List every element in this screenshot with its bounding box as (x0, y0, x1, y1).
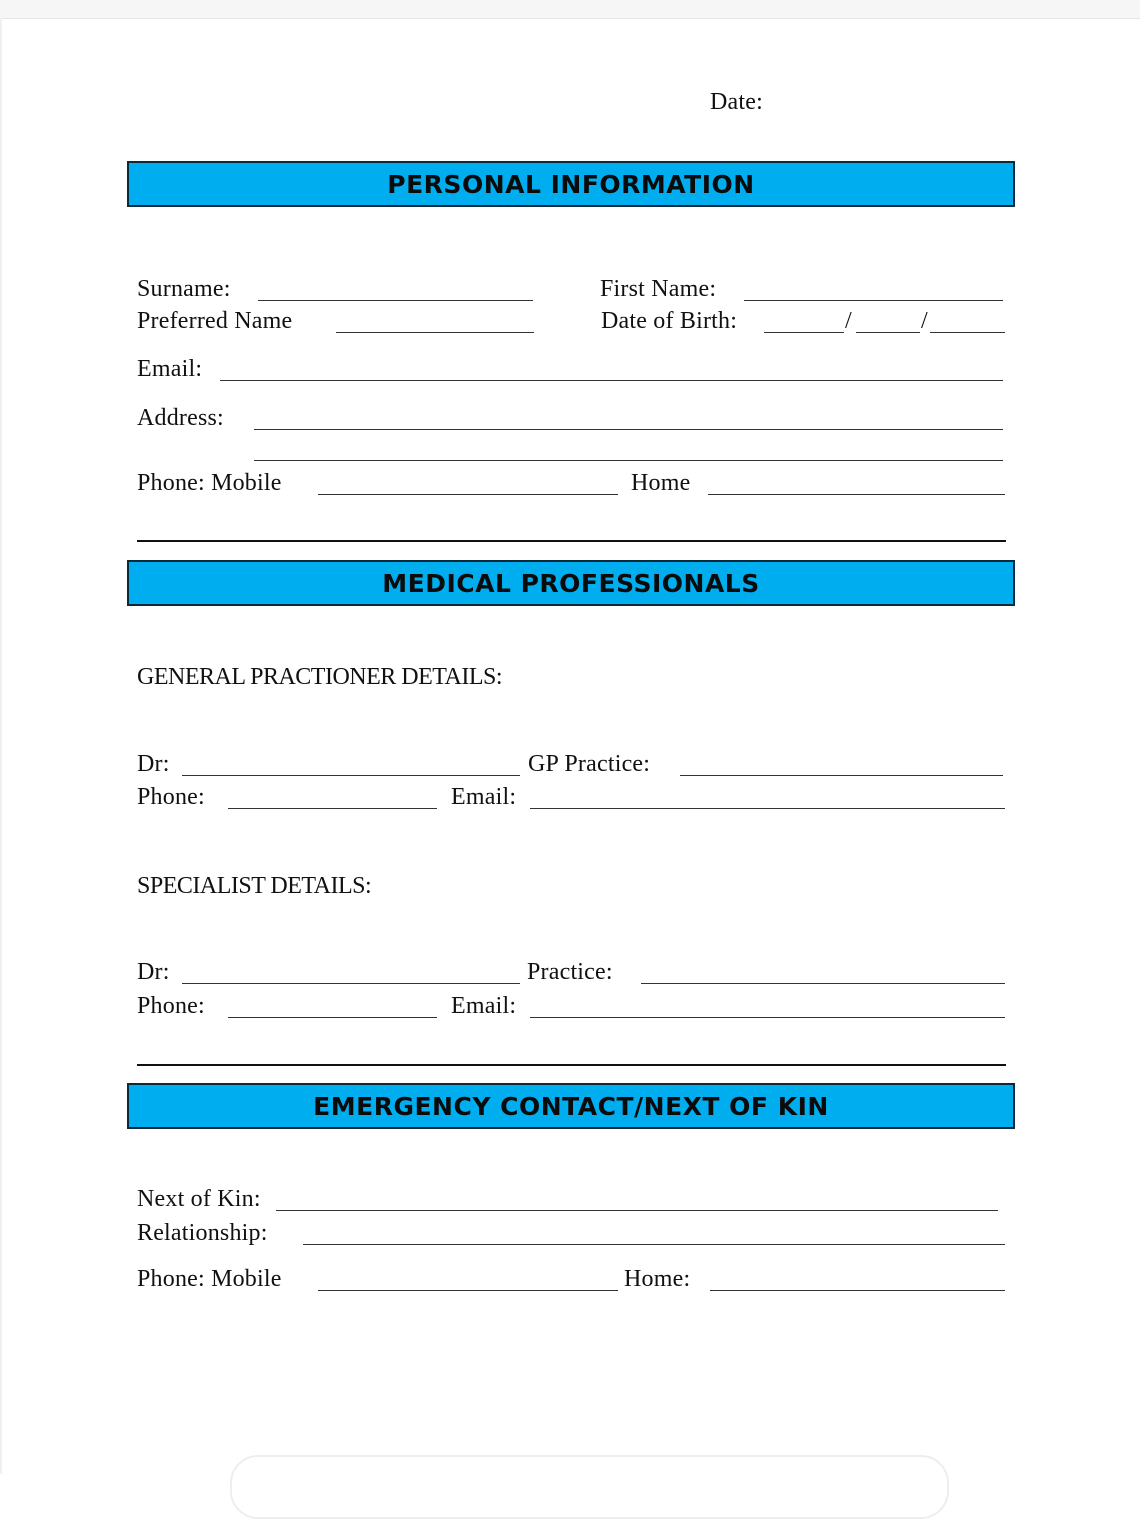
relationship-field[interactable] (303, 1244, 1005, 1245)
dob-label: Date of Birth: (601, 308, 738, 334)
preferred-name-field[interactable] (336, 332, 534, 333)
specialist-details-heading: SPECIALIST DETAILS: (137, 873, 372, 899)
specialist-email-label: Email: (451, 993, 517, 1019)
emergency-phone-mobile-label: Phone: Mobile (137, 1266, 282, 1292)
phone-mobile-label: Phone: Mobile (137, 470, 282, 496)
dob-separator: / (845, 308, 852, 334)
specialist-phone-label: Phone: (137, 993, 205, 1019)
section-divider (137, 1064, 1006, 1066)
dob-month-field[interactable] (856, 332, 920, 333)
emergency-phone-mobile-field[interactable] (318, 1290, 618, 1291)
section-divider (137, 540, 1006, 542)
gp-phone-field[interactable] (228, 808, 437, 809)
address-field-line2[interactable] (254, 460, 1003, 461)
email-field[interactable] (220, 380, 1003, 381)
next-of-kin-field[interactable] (276, 1210, 998, 1211)
address-label: Address: (137, 405, 224, 431)
emergency-home-label: Home: (624, 1266, 691, 1292)
date-label: Date: (710, 89, 763, 115)
specialist-dr-label: Dr: (137, 959, 170, 985)
gp-email-label: Email: (451, 784, 517, 810)
gp-practice-field[interactable] (680, 775, 1003, 776)
gp-dr-field[interactable] (182, 775, 520, 776)
first-name-field[interactable] (744, 300, 1003, 301)
gp-practice-label: GP Practice: (528, 751, 651, 777)
first-name-label: First Name: (600, 276, 717, 302)
page-edge (0, 18, 2, 1474)
specialist-practice-field[interactable] (641, 983, 1005, 984)
surname-field[interactable] (258, 300, 533, 301)
relationship-label: Relationship: (137, 1220, 268, 1246)
emergency-home-field[interactable] (710, 1290, 1005, 1291)
next-of-kin-label: Next of Kin: (137, 1186, 261, 1212)
medical-professionals-header: MEDICAL PROFESSIONALS (127, 560, 1015, 606)
preferred-name-label: Preferred Name (137, 308, 293, 334)
home-phone-label: Home (631, 470, 691, 496)
home-phone-field[interactable] (708, 494, 1005, 495)
surname-label: Surname: (137, 276, 231, 302)
dob-day-field[interactable] (764, 332, 844, 333)
email-label: Email: (137, 356, 203, 382)
personal-information-header: PERSONAL INFORMATION (127, 161, 1015, 207)
gp-details-heading: GENERAL PRACTIONER DETAILS: (137, 664, 503, 690)
specialist-email-field[interactable] (530, 1017, 1005, 1018)
emergency-contact-header: EMERGENCY CONTACT/NEXT OF KIN (127, 1083, 1015, 1129)
gp-phone-label: Phone: (137, 784, 205, 810)
viewer-top-bar (0, 0, 1140, 19)
viewer-bottom-toolbar (230, 1455, 949, 1519)
specialist-dr-field[interactable] (182, 983, 520, 984)
dob-separator: / (921, 308, 928, 334)
gp-dr-label: Dr: (137, 751, 170, 777)
address-field-line1[interactable] (254, 429, 1003, 430)
phone-mobile-field[interactable] (318, 494, 618, 495)
dob-year-field[interactable] (930, 332, 1005, 333)
specialist-practice-label: Practice: (527, 959, 613, 985)
specialist-phone-field[interactable] (228, 1017, 437, 1018)
gp-email-field[interactable] (530, 808, 1005, 809)
